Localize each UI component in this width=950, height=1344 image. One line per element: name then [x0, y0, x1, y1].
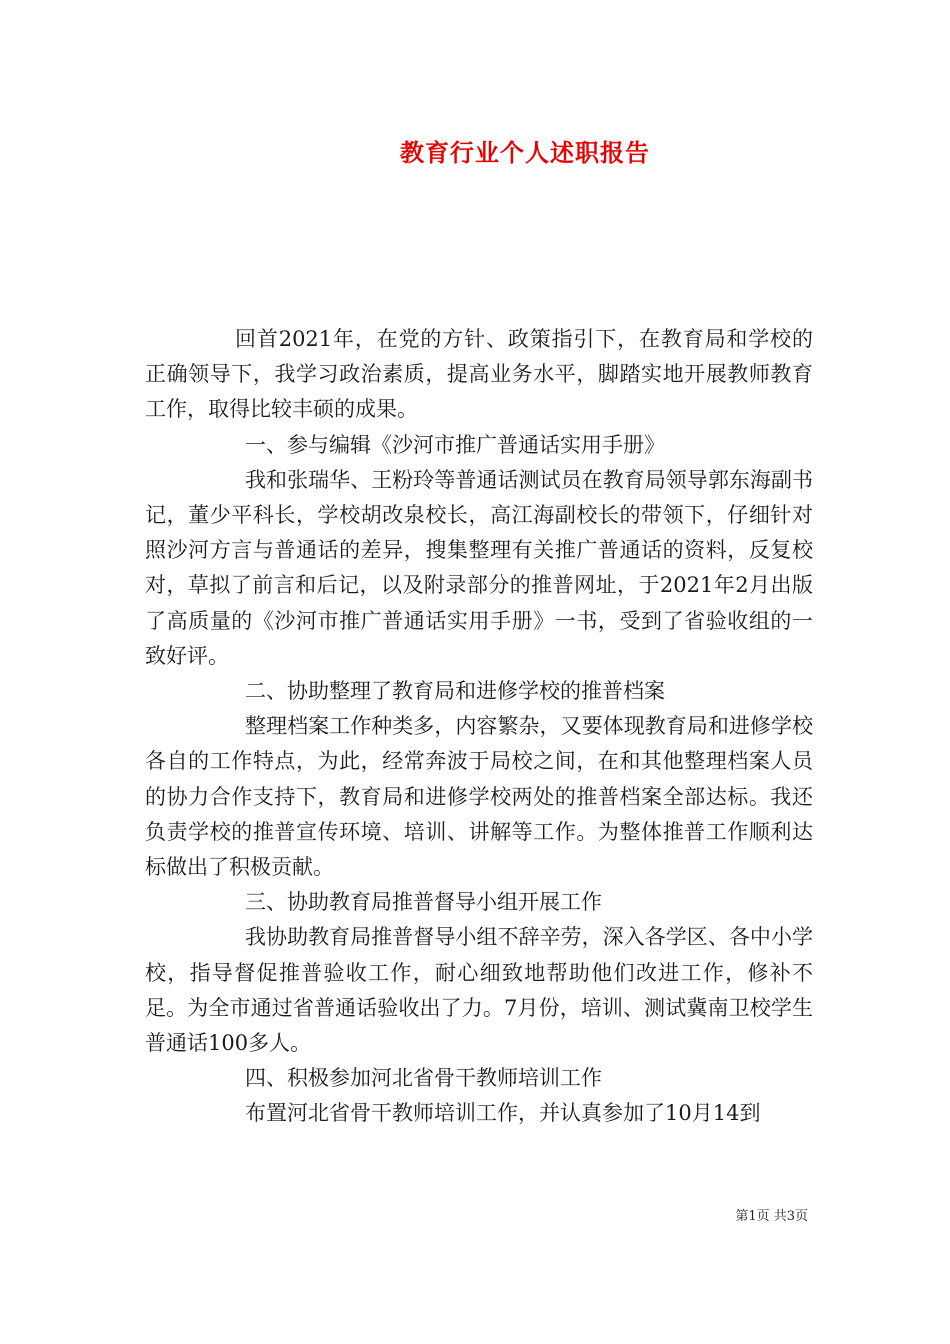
- paragraph-intro: 回首2021年，在党的方针、政策指引下，在教育局和学校的正确领导下，我学习政治素质，提高业务水平，脚踏实地开展教师教育工作，取得比较丰硕的成果。: [145, 327, 813, 422]
- paragraph-section-3: 我协助教育局推普督导小组不辞辛劳，深入各学区、各中小学校，指导督促推普验收工作，耐心细致地帮助他们改进工作，修补不足。为全市通过省普通话验收出了力。7月份，培训、测试冀南卫校学生普通话100多人。: [145, 925, 813, 1056]
- paragraph-section-4: 布置河北省骨干教师培训工作，并认真参加了10月14到: [245, 1101, 761, 1126]
- page-number-footer: 第1页 共3页: [735, 1209, 808, 1224]
- paragraph-section-2: 整理档案工作种类多，内容繁杂，又要体现教育局和进修学校各自的工作特点，为此，经常奔波于局校之间，在和其他整理档案人员的协力合作支持下，教育局和进修学校两处的推普档案全部达标。我还负责学校的推普宣传环境、培训、讲解等工作。为整体推普工作顺利达标做出了积极贡献。: [145, 714, 813, 880]
- section-heading-2: 二、协助整理了教育局和进修学校的推普档案: [245, 679, 665, 704]
- section-heading-1: 一、参与编辑《沙河市推广普通话实用手册》: [245, 432, 665, 457]
- paragraph-section-1: 我和张瑞华、王粉玲等普通话测试员在教育局领导郭东海副书记，董少平科长，学校胡改泉校长，高江海副校长的带领下，仔细针对照沙河方言与普通话的差异，搜集整理有关推广普通话的资料，反复校对，草拟了前言和后记，以及附录部分的推普网址，于2021年2月出版了高质量的《沙河市推广普通话实用手册》一书，受到了省验收组的一致好评。: [145, 467, 813, 668]
- section-heading-4: 四、积极参加河北省骨干教师培训工作: [245, 1066, 602, 1091]
- document-title: 教育行业个人述职报告: [400, 138, 650, 167]
- section-heading-3: 三、协助教育局推普督导小组开展工作: [245, 890, 602, 915]
- document-body: [145, 322, 813, 1132]
